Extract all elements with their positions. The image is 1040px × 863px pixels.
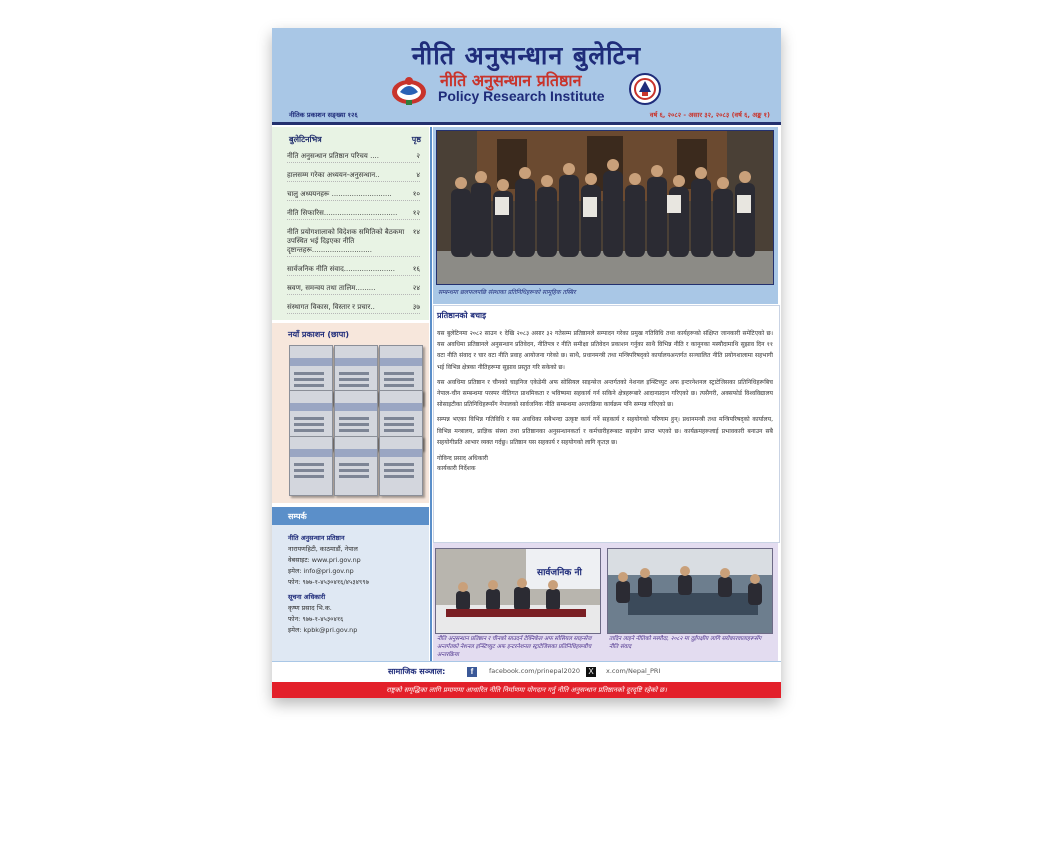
publication-number: नीतिक प्रकाशन सङ्ख्या १२६: [289, 111, 358, 119]
contact-website[interactable]: वेबसाइट: www.pri.gov.np: [288, 556, 361, 564]
new-publications-title: नयाँ प्रकाशन (छापा): [288, 330, 349, 339]
publication-covers: [287, 343, 422, 498]
publication-cover[interactable]: [334, 436, 378, 496]
toc-list: [287, 152, 420, 322]
masthead: [272, 28, 781, 124]
group-photo-section: [433, 127, 778, 304]
event-photo-image: [608, 549, 772, 633]
contact-title: सम्पर्क: [288, 512, 307, 521]
toc-item[interactable]: स्रवण, समन्वय तथा तालिम......... २४: [287, 284, 420, 295]
facebook-link[interactable]: facebook.com/prinepal2020: [489, 667, 581, 675]
editorial-paragraph: यस बुलेटिनमा २०८२ साउन १ देखि २०८३ असार ३२ गतेसम्म प्रतिष्ठानले सम्पादन गरेका प्रमुख गतिविधि तथा कार्यहरूको संक्षिप्त जानकारी समेटिएको छ। यस अवधिमा प्रतिष्ठानले अनुसन्धान प्रतिवेदन, नीतिपत्र र नीति समीक्षा प्रतिवेदन प्रकाशन गर्नुका साथै विभिन्न नीति र कानूनका मस्यौदामाथि सुझाव दिन ११ वटा नीति संवाद र चार वटा नीति प्रवाह आयोजना गरेको छ। साथै, प्रधानमन्त्री तथा मन्त्रिपरिषद्को कार्यालयअन्तर्गत सञ्चालित नीति प्रयोगशालामा सहभागी भई विभिन्न क्षेत्रका नीतिहरूमा सुझाव प्रस्तुत गरि सकेको छ।: [437, 330, 773, 371]
contact-email[interactable]: इमेल: info@pri.gov.np: [288, 567, 354, 575]
event-photo-image: [436, 549, 600, 633]
issue-info: वर्ष ६, २०८२ - असार ३२, २०८३ (वर्ष ६, अङ्क १): [649, 111, 770, 119]
editorial-paragraph: सम्पन्न भएका विभिन्न गतिविधि र यस अवधिका सबैभन्दा उत्कृष्ट कार्य गर्ने सहकार्य र सहयोगको परिणाम हुन्। प्रधानमन्त्री तथा मन्त्रिपरिषद्को कार्यालय, विभिन्न मन्त्रालय, प्राज्ञिक संस्था तथा प्रतिष्ठानका अनुसन्धानकर्ता र कर्मचारीहरूबाट सहयोग प्राप्त भएको छ। कार्यक्रमहरूलाई प्रभावकारी बनाउन सबै सहयोगीप्रति आभार व्यक्त गर्दछु। प्रतिष्ठान यस सहकार्य र सहयोगको लागि कृतज्ञ छ।: [437, 416, 773, 446]
contact-org: नीति अनुसन्धान प्रतिष्ठान: [288, 534, 345, 542]
toc-heading: बुलेटिनभित्र: [289, 135, 322, 144]
officer-name: कृष्ण प्रसाद भि.क.: [288, 604, 332, 612]
toc-item[interactable]: नीति सिफारिस................................. १२: [287, 209, 420, 220]
event-photos: [433, 543, 778, 661]
banner-text: सार्वजनिक नी: [537, 568, 582, 578]
pri-logo-icon: [628, 72, 662, 106]
x-link[interactable]: x.com/Nepal_PRI: [606, 667, 661, 675]
toc-item[interactable]: नीति अनुसन्धान प्रतिष्ठान परिचय .... २: [287, 152, 420, 163]
event-photo: [435, 548, 601, 634]
group-photo-caption: सम्बन्धमा छलफलपछि संस्थाका प्रतिनिधिहरूको सामूहिक तस्बिर: [438, 289, 576, 296]
facebook-icon[interactable]: f: [467, 667, 477, 677]
toc-header: [289, 134, 421, 145]
social-label: सामाजिक सञ्जाल:: [388, 667, 446, 676]
group-photo: [436, 130, 774, 285]
contact-header: [272, 507, 429, 525]
toc-item[interactable]: सार्वजनिक नीति संवाद....................... १६: [287, 265, 420, 276]
bulletin-title: नीति अनुसन्धान बुलेटिन: [411, 41, 642, 70]
signer-title: कार्यकारी निर्देशक: [437, 465, 476, 473]
table-of-contents: [272, 127, 429, 320]
publication-cover[interactable]: [379, 436, 423, 496]
editorial-paragraph: यस अवधिमा प्रतिष्ठान र चीनको चाइनिज एकेडेमी अफ सोसियल साइन्सेज अन्तर्गतको नेशनल इन्स्टिच्युट अफ इन्टरनेशनल स्ट्राटेजिसका प्रतिनिधिहरूबिच नेपाल-चीन सम्बन्धमा परस्पर नीतिगत प्राथमिकता र भविष्यमा सहकार्य गर्न सकिने क्षेत्रहरूबारे आदानप्रदान गरिएको छ। त्यसैगरी, अक्सफोर्ड विश्वविद्यालय सोसाइटीका प्रतिनिधिहरूसँग नेपालको सार्वजनिक नीति सम्बन्धमा अन्तरक्रिया कार्यक्रम पनि सम्पन्न गरिएको छ।: [437, 378, 773, 409]
contact-phone: फोन: ९७७-१-४५३०४१६/४५३४९९७: [288, 578, 369, 586]
column-divider: [430, 127, 432, 661]
footer-bar: [272, 682, 781, 698]
toc-item[interactable]: नीति प्रयोगशालाको विदेशक समितिको बैठकमा उपस्थित भई दिइएका नीति दृष्टान्तहरू........................... १४: [287, 228, 420, 257]
officer-email[interactable]: इमेल: kpbk@pri.gov.np: [288, 626, 358, 634]
event-photo-caption: नीति अनुसन्धान प्रतिष्ठान र चीनको साउदर्न टेक्निकेल अफ सोसियल साइन्सेज अन्तर्गतको नेशनल इन्स्टिच्युट अफ इन्टरनेशनल स्ट्राटेजिसका प्रतिनिधिहरूबीच अन्तरक्रिया: [437, 636, 592, 658]
editorial-body: [437, 328, 773, 474]
toc-item[interactable]: संस्थागत विकास, विस्तार र प्रचार.. ३७: [287, 303, 420, 314]
contact-box: [272, 507, 429, 661]
institute-name-english: Policy Research Institute: [438, 88, 605, 104]
publication-cover[interactable]: [289, 436, 333, 496]
editorial-signature: [437, 454, 773, 474]
event-photo-caption: तादिन लाइने नीतिको मस्यौदा, २०८२ मा दुईपक्षीय लागि सरोकारवालाहरूसँग नीति संवाद: [609, 636, 762, 650]
toc-item[interactable]: हालसम्म गरेका अध्ययन-अनुसन्धान.. ४: [287, 171, 420, 182]
toc-item[interactable]: चालु अध्ययनहरू ........................... १०: [287, 190, 420, 201]
contact-address: नारायणहिटी, काठमाडौं, नेपाल: [288, 545, 358, 553]
group-photo-image: [437, 131, 773, 284]
bulletin-page: [272, 28, 781, 698]
header-rule: [272, 122, 781, 125]
event-photo: [607, 548, 773, 634]
new-publications: [272, 323, 429, 503]
contact-details: [288, 533, 424, 636]
editorial: [433, 305, 780, 543]
editorial-title: प्रतिष्ठानको बचाइ: [437, 311, 487, 320]
social-media-bar: [272, 661, 781, 682]
toc-page-label: पृष्ठ: [411, 135, 421, 144]
footer-vision-text: राष्ट्रको समृद्धिका लागि प्रमाणमा आधारित नीति निर्माणमा योगदान गर्नु नीति अनुसन्धान प्रतिष्ठानको दूरदृष्टि रहेको छ।: [386, 686, 667, 694]
x-icon[interactable]: X: [586, 667, 596, 677]
officer-phone: फोन: ९७७-१-४५३०४१६: [288, 615, 344, 623]
institute-name-nepali: नीति अनुसन्धान प्रतिष्ठान: [440, 71, 582, 90]
nepal-emblem-icon: [390, 72, 428, 106]
officer-title: सूचना अधिकारी: [288, 593, 326, 601]
signer-name: गोविन्द प्रसाद अधिकारी: [437, 455, 488, 463]
